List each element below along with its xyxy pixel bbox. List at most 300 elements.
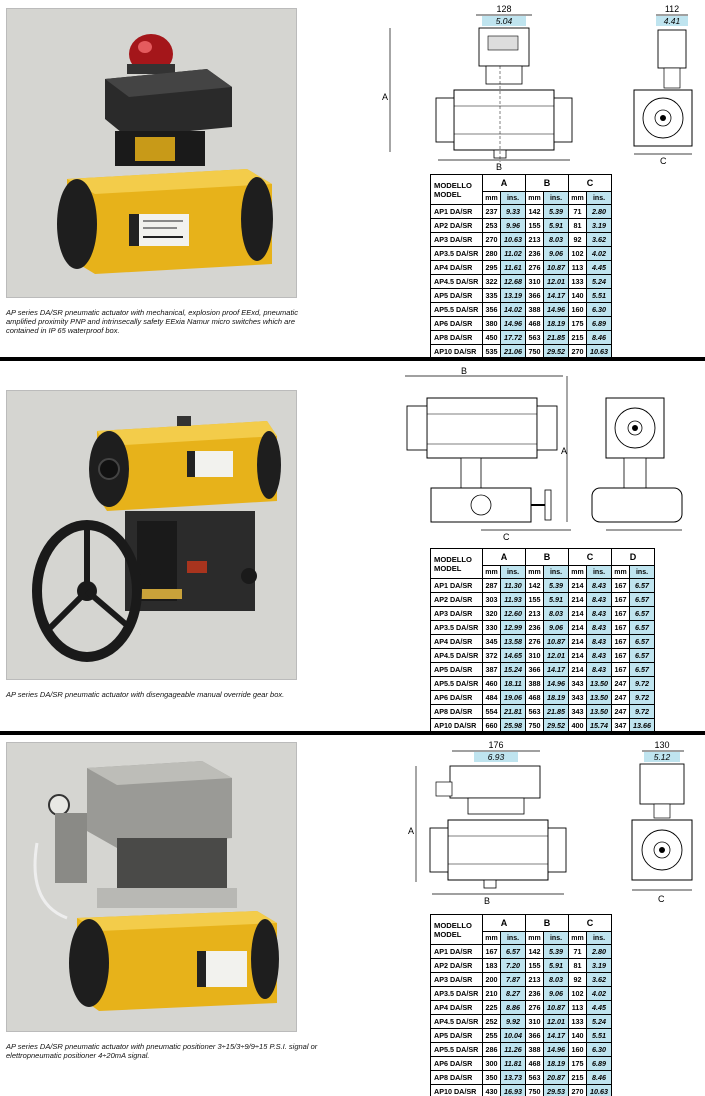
unit-mm: mm — [526, 192, 544, 205]
ins-value-cell: 11.30 — [501, 579, 526, 593]
unit-mm: mm — [569, 566, 587, 579]
mm-value-cell: 214 — [569, 663, 587, 677]
dimension-drawing-front — [395, 364, 595, 546]
mm-value-cell: 113 — [569, 1001, 587, 1015]
photo-caption: AP series DA/SR pneumatic actuator with disengageable manual override gear box. — [6, 690, 285, 699]
ins-value-cell: 13.50 — [587, 691, 612, 705]
ins-value-cell: 10.87 — [544, 1001, 569, 1015]
table-row — [431, 275, 612, 289]
table-header-group: B — [526, 175, 569, 192]
ins-value-cell: 6.57 — [630, 593, 655, 607]
model-cell: AP4.5 DA/SR — [431, 1015, 483, 1029]
ins-value-cell: 13.66 — [630, 719, 655, 733]
dim-side-mm: 130 — [654, 740, 670, 750]
model-cell: AP2 DA/SR — [431, 219, 483, 233]
model-cell: AP3.5 DA/SR — [431, 247, 483, 261]
ins-value-cell: 8.27 — [501, 987, 526, 1001]
ins-value-cell: 8.03 — [544, 607, 569, 621]
ins-value-cell: 6.57 — [630, 579, 655, 593]
ins-value-cell: 5.91 — [544, 593, 569, 607]
mm-value-cell: 563 — [526, 705, 544, 719]
actuator-photo-limit-switch — [6, 8, 297, 298]
ins-value-cell: 21.85 — [544, 331, 569, 345]
model-cell: AP3 DA/SR — [431, 607, 483, 621]
ins-value-cell: 20.87 — [544, 1071, 569, 1085]
mm-value-cell: 167 — [612, 579, 630, 593]
ins-value-cell: 9.92 — [501, 1015, 526, 1029]
section-limit-switch-box — [0, 0, 705, 358]
table-header-group: C — [569, 915, 612, 932]
dim-C-label: C — [660, 156, 667, 166]
unit-ins: ins. — [544, 566, 569, 579]
ins-value-cell: 8.43 — [587, 663, 612, 677]
table-header-group: B — [526, 549, 569, 566]
mm-value-cell: 81 — [569, 219, 587, 233]
model-cell: AP10 DA/SR — [431, 1085, 483, 1096]
mm-value-cell: 535 — [483, 345, 501, 359]
ins-value-cell: 13.50 — [587, 705, 612, 719]
dim-top-mm: 176 — [488, 740, 504, 750]
mm-value-cell: 167 — [612, 649, 630, 663]
ins-value-cell: 21.06 — [501, 345, 526, 359]
ins-value-cell: 18.19 — [544, 317, 569, 331]
ins-value-cell: 8.43 — [587, 621, 612, 635]
table-row — [431, 579, 655, 593]
mm-value-cell: 215 — [569, 331, 587, 345]
mm-value-cell: 236 — [526, 621, 544, 635]
model-cell: AP2 DA/SR — [431, 959, 483, 973]
table-row — [431, 705, 655, 719]
unit-mm: mm — [569, 192, 587, 205]
table-row — [431, 945, 612, 959]
table-row — [431, 219, 612, 233]
mm-value-cell: 214 — [569, 649, 587, 663]
table-row — [431, 233, 612, 247]
mm-value-cell: 295 — [483, 261, 501, 275]
model-cell: AP6 DA/SR — [431, 691, 483, 705]
table-row — [431, 289, 612, 303]
table-row — [431, 1015, 612, 1029]
ins-value-cell: 5.24 — [587, 275, 612, 289]
dim-top-ins: 6.93 — [487, 752, 505, 762]
ins-value-cell: 7.20 — [501, 959, 526, 973]
ins-value-cell: 6.30 — [587, 303, 612, 317]
ins-value-cell: 3.62 — [587, 233, 612, 247]
table-row — [431, 593, 655, 607]
table-row — [431, 1085, 612, 1096]
model-cell: AP5 DA/SR — [431, 289, 483, 303]
mm-value-cell: 253 — [483, 219, 501, 233]
dim-B-label: B — [461, 366, 468, 376]
dimension-drawing-front — [376, 2, 576, 174]
dim-A-label: A — [382, 92, 389, 102]
dim-A-label: A — [408, 826, 415, 836]
ins-value-cell: 12.99 — [501, 621, 526, 635]
model-cell: AP1 DA/SR — [431, 205, 483, 219]
photo-caption: AP series DA/SR pneumatic actuator with mechanical, explosion proof EExd, pneumatic amplified proximity PNP and intrinsecally safety EExia Namur micro switches which are contained in IP 65 waterproof box. — [6, 308, 298, 335]
mm-value-cell: 214 — [569, 607, 587, 621]
mm-value-cell: 255 — [483, 1029, 501, 1043]
ins-value-cell: 5.39 — [544, 579, 569, 593]
mm-value-cell: 347 — [612, 719, 630, 733]
ins-value-cell: 21.85 — [544, 705, 569, 719]
table-row — [431, 959, 612, 973]
ins-value-cell: 9.96 — [501, 219, 526, 233]
mm-value-cell: 236 — [526, 247, 544, 261]
mm-value-cell: 750 — [526, 345, 544, 359]
section-divider — [0, 357, 705, 361]
ins-value-cell: 14.96 — [501, 317, 526, 331]
ins-value-cell: 8.46 — [587, 331, 612, 345]
ins-value-cell: 11.02 — [501, 247, 526, 261]
photo-caption: AP series DA/SR pneumatic actuator with pneumatic positioner 3÷15/3÷9/9÷15 P.S.I. signal or elettropneumatic positioner 4÷20mA signal. — [6, 1042, 318, 1060]
ins-value-cell: 6.57 — [630, 635, 655, 649]
table-row — [431, 331, 612, 345]
model-cell: AP4.5 DA/SR — [431, 649, 483, 663]
ins-value-cell: 5.39 — [544, 945, 569, 959]
unit-ins: ins. — [587, 566, 612, 579]
mm-value-cell: 270 — [569, 345, 587, 359]
model-cell: AP3 DA/SR — [431, 233, 483, 247]
unit-ins: ins. — [501, 932, 526, 945]
table-row — [431, 205, 612, 219]
ins-value-cell: 3.19 — [587, 219, 612, 233]
unit-ins: ins. — [501, 566, 526, 579]
mm-value-cell: 388 — [526, 1043, 544, 1057]
mm-value-cell: 300 — [483, 1057, 501, 1071]
unit-mm: mm — [526, 932, 544, 945]
model-cell: AP4.5 DA/SR — [431, 275, 483, 289]
mm-value-cell: 460 — [483, 677, 501, 691]
table-row — [431, 663, 655, 677]
unit-ins: ins. — [544, 932, 569, 945]
mm-value-cell: 167 — [612, 621, 630, 635]
table-header-group: D — [612, 549, 655, 566]
model-cell: AP8 DA/SR — [431, 331, 483, 345]
ins-value-cell: 4.02 — [587, 247, 612, 261]
ins-value-cell: 10.87 — [544, 261, 569, 275]
table-row — [431, 987, 612, 1001]
ins-value-cell: 8.43 — [587, 649, 612, 663]
mm-value-cell: 155 — [526, 593, 544, 607]
mm-value-cell: 372 — [483, 649, 501, 663]
ins-value-cell: 14.96 — [544, 677, 569, 691]
table-row — [431, 649, 655, 663]
ins-value-cell: 11.61 — [501, 261, 526, 275]
actuator-photo-manual-override — [6, 390, 297, 680]
ins-value-cell: 10.63 — [587, 345, 612, 359]
mm-value-cell: 310 — [526, 649, 544, 663]
table-header-model: MODELLO MODEL — [431, 549, 483, 579]
mm-value-cell: 167 — [612, 593, 630, 607]
dim-side-ins: 4.41 — [663, 16, 681, 26]
mm-value-cell: 142 — [526, 205, 544, 219]
ins-value-cell: 10.63 — [587, 1085, 612, 1096]
table-header-model: MODELLO MODEL — [431, 915, 483, 945]
model-cell: AP3.5 DA/SR — [431, 987, 483, 1001]
mm-value-cell: 214 — [569, 635, 587, 649]
ins-value-cell: 9.06 — [544, 247, 569, 261]
ins-value-cell: 6.57 — [501, 945, 526, 959]
ins-value-cell: 4.45 — [587, 261, 612, 275]
table-row — [431, 677, 655, 691]
ins-value-cell: 12.60 — [501, 607, 526, 621]
table-header-group: A — [483, 549, 526, 566]
dimension-table — [430, 548, 655, 733]
mm-value-cell: 160 — [569, 1043, 587, 1057]
mm-value-cell: 247 — [612, 705, 630, 719]
mm-value-cell: 214 — [569, 579, 587, 593]
model-cell: AP5.5 DA/SR — [431, 1043, 483, 1057]
unit-ins: ins. — [630, 566, 655, 579]
model-cell: AP2 DA/SR — [431, 593, 483, 607]
model-cell: AP5 DA/SR — [431, 663, 483, 677]
dim-C-label: C — [503, 532, 510, 542]
table-row — [431, 607, 655, 621]
ins-value-cell: 29.52 — [544, 719, 569, 733]
mm-value-cell: 133 — [569, 1015, 587, 1029]
table-row — [431, 973, 612, 987]
mm-value-cell: 81 — [569, 959, 587, 973]
mm-value-cell: 387 — [483, 663, 501, 677]
ins-value-cell: 14.17 — [544, 1029, 569, 1043]
dim-C-label: C — [658, 894, 665, 904]
mm-value-cell: 140 — [569, 289, 587, 303]
mm-value-cell: 247 — [612, 677, 630, 691]
mm-value-cell: 322 — [483, 275, 501, 289]
ins-value-cell: 9.06 — [544, 621, 569, 635]
dim-side-ins: 5.12 — [653, 752, 671, 762]
mm-value-cell: 140 — [569, 1029, 587, 1043]
section-manual-override — [0, 362, 705, 730]
ins-value-cell: 8.43 — [587, 593, 612, 607]
table-row — [431, 635, 655, 649]
mm-value-cell: 350 — [483, 1071, 501, 1085]
mm-value-cell: 247 — [612, 691, 630, 705]
ins-value-cell: 10.63 — [501, 233, 526, 247]
table-row — [431, 1043, 612, 1057]
mm-value-cell: 167 — [612, 635, 630, 649]
ins-value-cell: 12.01 — [544, 1015, 569, 1029]
section-divider — [0, 731, 705, 735]
mm-value-cell: 270 — [483, 233, 501, 247]
mm-value-cell: 213 — [526, 233, 544, 247]
mm-value-cell: 303 — [483, 593, 501, 607]
ins-value-cell: 21.81 — [501, 705, 526, 719]
mm-value-cell: 554 — [483, 705, 501, 719]
table-row — [431, 1057, 612, 1071]
ins-value-cell: 14.65 — [501, 649, 526, 663]
ins-value-cell: 9.72 — [630, 705, 655, 719]
ins-value-cell: 9.72 — [630, 691, 655, 705]
table-header-group: C — [569, 549, 612, 566]
table-row — [431, 303, 612, 317]
table-row — [431, 1071, 612, 1085]
ins-value-cell: 10.87 — [544, 635, 569, 649]
mm-value-cell: 167 — [483, 945, 501, 959]
ins-value-cell: 13.73 — [501, 1071, 526, 1085]
mm-value-cell: 388 — [526, 677, 544, 691]
ins-value-cell: 14.17 — [544, 289, 569, 303]
mm-value-cell: 287 — [483, 579, 501, 593]
actuator-photo-positioner — [6, 742, 297, 1032]
dim-side-mm: 112 — [664, 4, 680, 14]
mm-value-cell: 468 — [526, 691, 544, 705]
ins-value-cell: 8.43 — [587, 635, 612, 649]
ins-value-cell: 13.58 — [501, 635, 526, 649]
unit-ins: ins. — [587, 192, 612, 205]
mm-value-cell: 213 — [526, 607, 544, 621]
table-row — [431, 691, 655, 705]
mm-value-cell: 71 — [569, 945, 587, 959]
mm-value-cell: 366 — [526, 289, 544, 303]
ins-value-cell: 29.53 — [544, 1085, 569, 1096]
model-cell: AP8 DA/SR — [431, 1071, 483, 1085]
ins-value-cell: 11.26 — [501, 1043, 526, 1057]
unit-mm: mm — [483, 566, 501, 579]
ins-value-cell: 8.46 — [587, 1071, 612, 1085]
mm-value-cell: 335 — [483, 289, 501, 303]
ins-value-cell: 6.57 — [630, 663, 655, 677]
unit-ins: ins. — [501, 192, 526, 205]
ins-value-cell: 18.19 — [544, 1057, 569, 1071]
model-cell: AP10 DA/SR — [431, 345, 483, 359]
mm-value-cell: 563 — [526, 1071, 544, 1085]
model-cell: AP4 DA/SR — [431, 261, 483, 275]
ins-value-cell: 8.86 — [501, 1001, 526, 1015]
mm-value-cell: 155 — [526, 219, 544, 233]
mm-value-cell: 200 — [483, 973, 501, 987]
unit-mm: mm — [612, 566, 630, 579]
mm-value-cell: 142 — [526, 579, 544, 593]
mm-value-cell: 92 — [569, 233, 587, 247]
mm-value-cell: 310 — [526, 1015, 544, 1029]
mm-value-cell: 214 — [569, 621, 587, 635]
unit-mm: mm — [483, 192, 501, 205]
unit-ins: ins. — [587, 932, 612, 945]
mm-value-cell: 276 — [526, 261, 544, 275]
dimension-drawing-side — [586, 364, 696, 546]
mm-value-cell: 175 — [569, 317, 587, 331]
mm-value-cell: 92 — [569, 973, 587, 987]
model-cell: AP10 DA/SR — [431, 719, 483, 733]
model-cell: AP3 DA/SR — [431, 973, 483, 987]
ins-value-cell: 25.98 — [501, 719, 526, 733]
model-cell: AP6 DA/SR — [431, 317, 483, 331]
mm-value-cell: 236 — [526, 987, 544, 1001]
ins-value-cell: 5.91 — [544, 219, 569, 233]
table-row — [431, 261, 612, 275]
ins-value-cell: 5.51 — [587, 1029, 612, 1043]
table-row — [431, 247, 612, 261]
ins-value-cell: 11.93 — [501, 593, 526, 607]
ins-value-cell: 11.81 — [501, 1057, 526, 1071]
unit-mm: mm — [483, 932, 501, 945]
ins-value-cell: 8.43 — [587, 607, 612, 621]
mm-value-cell: 71 — [569, 205, 587, 219]
unit-mm: mm — [569, 932, 587, 945]
ins-value-cell: 18.11 — [501, 677, 526, 691]
ins-value-cell: 2.80 — [587, 205, 612, 219]
mm-value-cell: 660 — [483, 719, 501, 733]
dimension-drawing-side — [620, 2, 705, 172]
ins-value-cell: 9.06 — [544, 987, 569, 1001]
table-row — [431, 621, 655, 635]
ins-value-cell: 5.39 — [544, 205, 569, 219]
ins-value-cell: 6.89 — [587, 317, 612, 331]
ins-value-cell: 15.74 — [587, 719, 612, 733]
mm-value-cell: 343 — [569, 677, 587, 691]
ins-value-cell: 6.57 — [630, 649, 655, 663]
dim-A-label: A — [561, 446, 568, 456]
table-header-group: A — [483, 175, 526, 192]
ins-value-cell: 9.72 — [630, 677, 655, 691]
mm-value-cell: 210 — [483, 987, 501, 1001]
ins-value-cell: 8.03 — [544, 973, 569, 987]
mm-value-cell: 400 — [569, 719, 587, 733]
model-cell: AP1 DA/SR — [431, 945, 483, 959]
ins-value-cell: 14.02 — [501, 303, 526, 317]
mm-value-cell: 343 — [569, 705, 587, 719]
ins-value-cell: 14.17 — [544, 663, 569, 677]
unit-ins: ins. — [544, 192, 569, 205]
ins-value-cell: 3.19 — [587, 959, 612, 973]
mm-value-cell: 366 — [526, 1029, 544, 1043]
ins-value-cell: 5.24 — [587, 1015, 612, 1029]
model-cell: AP5.5 DA/SR — [431, 303, 483, 317]
mm-value-cell: 320 — [483, 607, 501, 621]
mm-value-cell: 430 — [483, 1085, 501, 1096]
table-header-group: C — [569, 175, 612, 192]
mm-value-cell: 750 — [526, 719, 544, 733]
ins-value-cell: 19.06 — [501, 691, 526, 705]
mm-value-cell: 276 — [526, 1001, 544, 1015]
ins-value-cell: 5.51 — [587, 289, 612, 303]
ins-value-cell: 2.80 — [587, 945, 612, 959]
model-cell: AP4 DA/SR — [431, 1001, 483, 1015]
mm-value-cell: 175 — [569, 1057, 587, 1071]
ins-value-cell: 6.57 — [630, 621, 655, 635]
model-cell: AP5 DA/SR — [431, 1029, 483, 1043]
ins-value-cell: 14.96 — [544, 303, 569, 317]
dim-top-mm: 128 — [496, 4, 512, 14]
ins-value-cell: 4.45 — [587, 1001, 612, 1015]
dim-B-label: B — [496, 162, 503, 172]
mm-value-cell: 183 — [483, 959, 501, 973]
mm-value-cell: 286 — [483, 1043, 501, 1057]
mm-value-cell: 252 — [483, 1015, 501, 1029]
mm-value-cell: 276 — [526, 635, 544, 649]
mm-value-cell: 356 — [483, 303, 501, 317]
ins-value-cell: 12.01 — [544, 649, 569, 663]
dim-top-ins: 5.04 — [495, 16, 513, 26]
mm-value-cell: 310 — [526, 275, 544, 289]
table-row — [431, 1029, 612, 1043]
dim-B-label: B — [484, 896, 491, 906]
mm-value-cell: 113 — [569, 261, 587, 275]
mm-value-cell: 750 — [526, 1085, 544, 1096]
mm-value-cell: 343 — [569, 691, 587, 705]
ins-value-cell: 14.96 — [544, 1043, 569, 1057]
mm-value-cell: 167 — [612, 663, 630, 677]
mm-value-cell: 563 — [526, 331, 544, 345]
ins-value-cell: 13.50 — [587, 677, 612, 691]
ins-value-cell: 6.57 — [630, 607, 655, 621]
mm-value-cell: 280 — [483, 247, 501, 261]
mm-value-cell: 155 — [526, 959, 544, 973]
model-cell: AP6 DA/SR — [431, 1057, 483, 1071]
ins-value-cell: 6.89 — [587, 1057, 612, 1071]
